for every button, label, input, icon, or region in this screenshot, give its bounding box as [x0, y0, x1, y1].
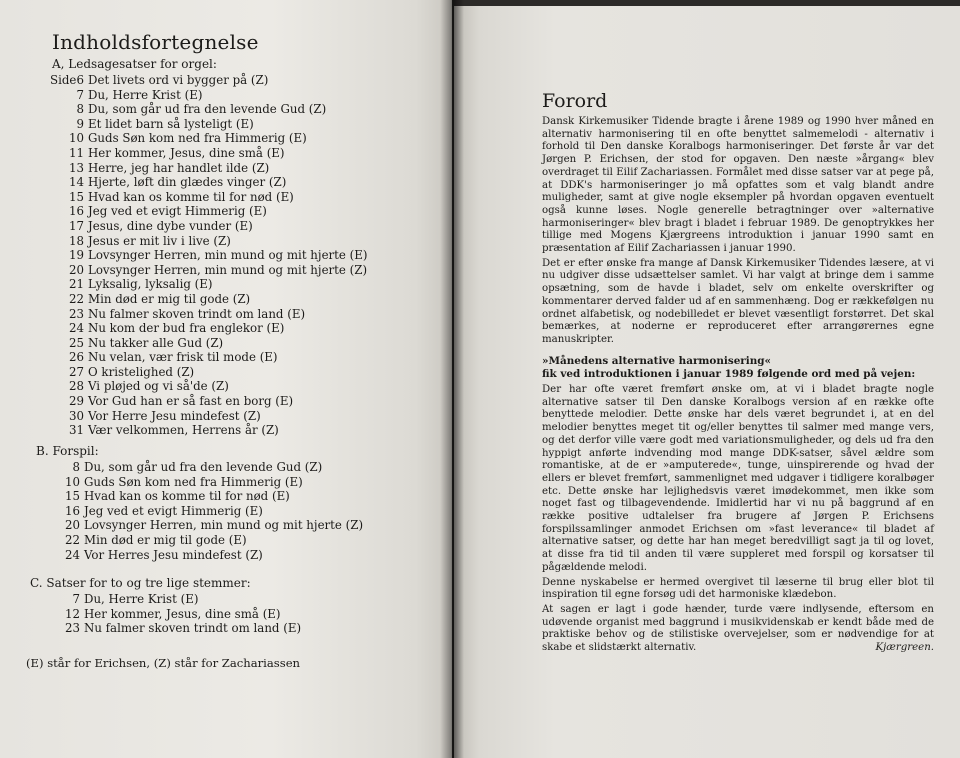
toc-entry — [36, 175, 436, 190]
legend-note: (E) står for Erichsen, (Z) står for Zachariassen — [26, 656, 301, 670]
toc-entry — [52, 548, 452, 563]
toc-entry — [36, 394, 436, 409]
toc-hymn-title: Nu falmer skoven trindt om land (E) — [88, 306, 306, 321]
toc-page-number: 27 — [68, 364, 84, 379]
toc-hymn-title: Jesus, dine dybe vunder (E) — [88, 218, 253, 233]
forord-title: Forord — [542, 90, 608, 112]
toc-page-number: 8 — [76, 102, 84, 117]
toc-page-number: 25 — [68, 335, 84, 350]
toc-page-number: 6 — [76, 73, 84, 87]
toc-entry — [36, 146, 436, 161]
toc-page-number: 30 — [68, 408, 84, 423]
paragraph: Det er efter ønske fra mange af Dansk Kirkemusiker Tidendes læsere, at vi nu udgiver disse udsættelser samlet. Vi har valgt at bringe dem i samme opsætning, som de havde i bladet, selv om enkelte overskrifter og kommentarer derved falder ud af en sammenhæng. Dog er rækkefølgen nu ordnet alfabetisk, og nodebilledet er blevet væsentligt forstørret. Det skal bemærkes, at noderne er reproduceret efter arrangørernes egne manuskripter. — [542, 257, 934, 345]
toc-hymn-title: Min død er mig til gode (Z) — [88, 291, 251, 306]
toc-entry — [36, 350, 436, 365]
toc-page-number: 14 — [68, 175, 84, 190]
toc-hymn-title: Jeg ved et evigt Himmerig (E) — [88, 204, 267, 219]
toc-entry — [52, 533, 452, 548]
toc-hymn-title: Hvad kan os komme til for nød (E) — [84, 489, 290, 504]
toc-hymn-title: Jeg ved et evigt Himmerig (E) — [84, 503, 263, 518]
toc-hymn-title: Vor Gud han er så fast en borg (E) — [88, 394, 294, 409]
toc-hymn-title: Lovsynger Herren, min mund og mit hjerte (Z) — [84, 518, 364, 533]
toc-entry — [36, 161, 436, 176]
toc-hymn-title: Hjerte, løft din glædes vinger (Z) — [88, 175, 287, 190]
toc-page-number: 16 — [64, 503, 80, 518]
toc-hymn-title: Lyksalig, lyksalig (E) — [88, 277, 213, 292]
right-page — [454, 6, 960, 758]
toc-hymn-title: Min død er mig til gode (E) — [84, 532, 247, 547]
toc-entry — [36, 292, 436, 307]
toc-entry — [52, 504, 452, 519]
toc-hymn-title: Her kommer, Jesus, dine små (E) — [84, 606, 281, 621]
toc-hymn-title: Nu takker alle Gud (Z) — [88, 335, 224, 350]
paragraph-text: At sagen er lagt i gode hænder, turde være indlysende, eftersom en udøvende organist med baggrund i musikvidenskab er kendt både med de praktiske behov og de stilistiske overvejelser, som er nødvendige for at skabe et slidstærkt alternativ. — [542, 603, 934, 654]
toc-page-number: 26 — [68, 350, 84, 365]
toc-page-number: 28 — [68, 379, 84, 394]
toc-page-number: 19 — [68, 248, 84, 263]
toc-hymn-title: Vi pløjed og vi så'de (Z) — [88, 379, 229, 394]
toc-entry — [36, 409, 436, 424]
section-heading — [542, 355, 934, 381]
toc-page-number: 9 — [76, 116, 84, 131]
left-page — [0, 0, 452, 758]
toc-page-number: 10 — [68, 131, 84, 146]
toc-page-number: 7 — [72, 592, 80, 606]
toc-hymn-title: Herre, jeg har handlet ilde (Z) — [88, 160, 270, 175]
toc-entry — [52, 592, 452, 607]
toc-page-number: 8 — [72, 460, 80, 474]
paragraph: Denne nyskabelse er hermed overgivet til læserne til brug eller blot til inspiration til egne forsøg udi det harmoniske klædebon. — [542, 576, 934, 601]
toc-entry — [36, 277, 436, 292]
toc-page-number: 21 — [68, 277, 84, 292]
toc-page-number: 15 — [68, 189, 84, 204]
toc-entry — [52, 518, 452, 533]
toc-hymn-title: Du, Herre Krist (E) — [84, 592, 199, 606]
toc-hymn-title: Vor Herre Jesu mindefest (Z) — [88, 408, 261, 423]
section-b-heading: B. Forspil: — [36, 444, 99, 458]
toc-entry — [52, 621, 452, 636]
section-c-list — [52, 592, 452, 636]
toc-entry — [52, 475, 452, 490]
toc-entry — [36, 234, 436, 249]
toc-entry — [36, 102, 436, 117]
toc-hymn-title: Et lidet barn så lysteligt (E) — [88, 116, 254, 131]
toc-page-number: 7 — [76, 87, 84, 102]
toc-title: Indholdsfortegnelse — [52, 30, 259, 54]
toc-hymn-title: Nu velan, vær frisk til mode (E) — [88, 350, 278, 365]
section-heading-line: »Månedens alternative harmonisering« — [542, 355, 772, 367]
section-a-list — [36, 73, 436, 438]
toc-page-number: 13 — [68, 160, 84, 175]
toc-hymn-title: Du, Herre Krist (E) — [88, 87, 203, 102]
toc-page-number: 15 — [64, 489, 80, 504]
toc-page-number: 23 — [64, 621, 80, 636]
toc-entry — [36, 321, 436, 336]
section-heading-line: fik ved introduktionen i januar 1989 følgende ord med på vejen: — [542, 367, 916, 380]
toc-hymn-title: Nu kom der bud fra englekor (E) — [88, 321, 285, 336]
toc-page-number: 23 — [68, 306, 84, 321]
toc-hymn-title: Lovsynger Herren, min mund og mit hjerte (E) — [88, 248, 368, 263]
quoted-text — [542, 384, 934, 657]
toc-hymn-title: Guds Søn kom ned fra Himmerig (E) — [84, 474, 303, 489]
toc-hymn-title: Du, som går ud fra den levende Gud (Z) — [88, 102, 327, 117]
toc-entry — [36, 88, 436, 103]
toc-hymn-title: Her kommer, Jesus, dine små (E) — [88, 145, 285, 160]
intro-text — [542, 116, 934, 349]
side-label: Side — [50, 73, 77, 87]
toc-entry — [36, 204, 436, 219]
toc-entry — [36, 117, 436, 132]
toc-page-number: 16 — [68, 204, 84, 219]
toc-hymn-title: Lovsynger Herren, min mund og mit hjerte (Z) — [88, 262, 368, 277]
toc-hymn-title: Hvad kan os komme til for nød (E) — [88, 189, 294, 204]
toc-entry — [36, 336, 436, 351]
section-a-heading: A, Ledsagesatser for orgel: — [52, 57, 217, 71]
toc-page-number: 24 — [68, 321, 84, 336]
toc-page-number: 20 — [64, 518, 80, 533]
toc-hymn-title: Jesus er mit liv i live (Z) — [88, 233, 231, 248]
toc-entry — [36, 263, 436, 278]
section-c-heading: C. Satser for to og tre lige stemmer: — [30, 576, 251, 590]
paragraph: Der har ofte været fremført ønske om, at vi i bladet bragte nogle alternative satser til Den danske Koralbogs version af en række ofte benyttede melodier. Dette ønske har dels været begrundet i, at en del melodier benyttes meget tit og/eller benyttes til salmer med mange vers, og det derfor ville være godt med variationsmuligheder, og dels ud fra den hyppigt anførte indvending mod mange DDK-satser, såvel ældre som romantiske, at de er »amputerede«, tunge, uinspirerende og hvad der ellers er blevet fremført, sammenlignet med udgaver i tidligere koralbøger etc. Dette ønske har lejlighedsvis været imødekommet, men ikke som noget fast og tilbagevendende. Imidlertid har vi nu på baggrund af en række positive udtalelser fra brugere af Jørgen P. Erichsens forspilssamlinger anmodet Erichsen om »fast leverance« til bladet af alternative satser, og dette har han meget beredvilligt sagt ja til og lovet, at disse fra tid til anden til være suppleret med forspil og korsatser til pågældende melodi. — [542, 384, 934, 573]
toc-page-number: 17 — [68, 218, 84, 233]
paragraph — [542, 604, 934, 655]
toc-page-number: 12 — [64, 606, 80, 621]
toc-hymn-title: Det livets ord vi bygger på (Z) — [88, 73, 269, 87]
paragraph: Dansk Kirkemusiker Tidende bragte i årene 1989 og 1990 hver måned en alternativ harmonisering til en ofte benyttet salmemelodi - alternativ i forhold til Den danske Koralbogs harmoniseringer. Det første år var det Jørgen P. Erichsen, der stod for opgaven. Den næste »årgang« blev overdraget til Eilif Zachariassen. Formålet med disse satser var at pege på, at DDK's harmoniseringer jo må opfattes som et valg blandt andre muligheder, samt at give nogle eksempler på hvordan opgaven eventuelt også kunne løses. Nogle generelle betragtninger over »alternative harmoniseringer« blev bragt i bladet i februar 1989. De genoptrykkes her tillige med Mogens Kjærgreens introduktion i januar 1990 samt en præsentation af Eilif Zachariassen i januar 1990. — [542, 116, 934, 255]
toc-entry — [36, 73, 436, 88]
toc-hymn-title: Guds Søn kom ned fra Himmerig (E) — [88, 131, 307, 146]
toc-entry — [36, 190, 436, 205]
toc-hymn-title: Nu falmer skoven trindt om land (E) — [84, 621, 302, 636]
toc-entry — [52, 489, 452, 504]
toc-page-number: 10 — [64, 474, 80, 489]
toc-page-number: 29 — [68, 394, 84, 409]
toc-entry — [52, 607, 452, 622]
toc-hymn-title: Du, som går ud fra den levende Gud (Z) — [84, 460, 323, 474]
section-b-list — [52, 460, 452, 562]
toc-entry — [52, 460, 452, 475]
toc-hymn-title: Vor Herres Jesu mindefest (Z) — [84, 547, 263, 562]
toc-hymn-title: O kristelighed (Z) — [88, 364, 195, 379]
toc-page-number: 22 — [68, 291, 84, 306]
toc-entry — [36, 131, 436, 146]
toc-entry — [36, 219, 436, 234]
toc-entry — [36, 423, 436, 438]
toc-page-number: 11 — [68, 145, 84, 160]
toc-entry — [36, 379, 436, 394]
book-gutter — [440, 0, 464, 758]
toc-page-number: 31 — [68, 423, 84, 438]
toc-entry — [36, 307, 436, 322]
toc-entry — [36, 365, 436, 380]
toc-hymn-title: Vær velkommen, Herrens år (Z) — [88, 423, 279, 438]
signature: Kjærgreen. — [875, 642, 934, 654]
toc-entry — [36, 248, 436, 263]
toc-page-number: 22 — [64, 532, 80, 547]
toc-page-number: 20 — [68, 262, 84, 277]
toc-page-number: 24 — [64, 547, 80, 562]
toc-page-number: 18 — [68, 233, 84, 248]
